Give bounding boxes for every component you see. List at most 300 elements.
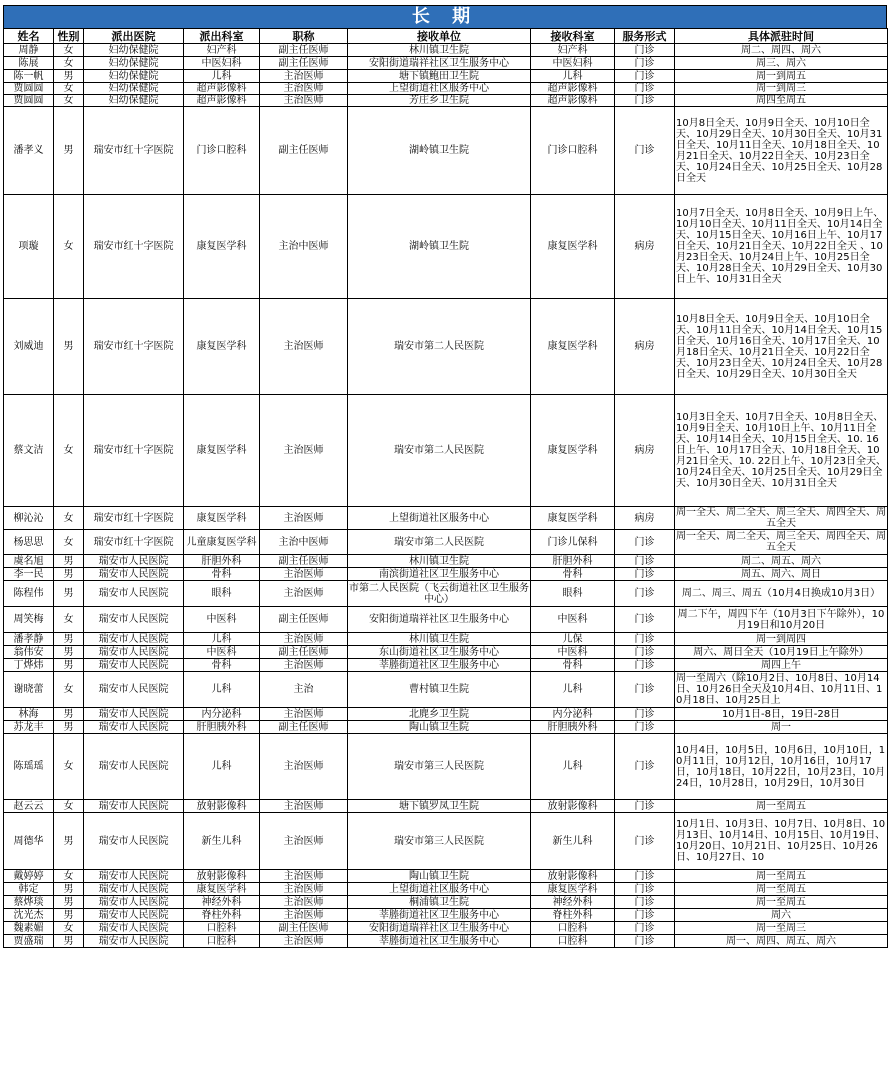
- cell-dept: 新生儿科: [184, 813, 260, 870]
- cell-service: 门诊: [615, 734, 675, 800]
- cell-time: 周五、周六、周日: [675, 568, 888, 581]
- cell-hospital: 瑞安市人民医院: [84, 581, 184, 607]
- cell-service: 病房: [615, 395, 675, 507]
- cell-hospital: 瑞安市人民医院: [84, 646, 184, 659]
- cell-receiver: 瑞安市第三人民医院: [348, 813, 531, 870]
- cell-title: 主治医师: [260, 708, 348, 721]
- cell-receiver: 上望街道社区服务中心: [348, 83, 531, 95]
- cell-gender: 女: [54, 800, 84, 813]
- cell-hospital: 妇幼保健院: [84, 57, 184, 70]
- cell-name: 项璇: [4, 195, 54, 299]
- cell-time: 周一全天、周二全天、周三全天、周四全天、周五全天: [676, 507, 886, 529]
- cell-hospital: 瑞安市人民医院: [84, 800, 184, 813]
- col-header: 服务形式: [615, 29, 675, 44]
- cell-title: 主治中医师: [260, 195, 348, 299]
- cell-hospital: 瑞安市人民医院: [84, 813, 184, 870]
- cell-title: 主治医师: [260, 883, 348, 896]
- cell-recv-dept: 内分泌科: [531, 708, 615, 721]
- cell-service: 病房: [615, 507, 675, 530]
- col-header: 接收单位: [348, 29, 531, 44]
- table-row: [4, 896, 888, 909]
- cell-service: 门诊: [615, 530, 675, 555]
- cell-dept: 妇产科: [184, 44, 260, 57]
- cell-time: 周一至周三: [675, 922, 888, 935]
- cell-name: 陈展: [4, 57, 54, 70]
- header-row: [4, 29, 888, 44]
- cell-recv-dept: 儿科: [531, 70, 615, 83]
- cell-dept: 肝胆外科: [184, 555, 260, 568]
- cell-time: 10月1日、10月3日、10月7日、10月8日、10月13日、10月14日、10月15日、10月19日、10月20日、10月21日、10月25日、10月26日、10月27日、10: [675, 813, 888, 870]
- cell-service: 门诊: [615, 607, 675, 633]
- cell-recv-dept: 康复医学科: [531, 507, 615, 530]
- table-row: [4, 555, 888, 568]
- cell-gender: 男: [54, 883, 84, 896]
- cell-hospital: 瑞安市人民医院: [84, 607, 184, 633]
- cell-gender: 男: [54, 555, 84, 568]
- cell-recv-dept: 肝胆胰外科: [531, 721, 615, 734]
- cell-recv-dept: 中医妇科: [531, 57, 615, 70]
- cell-receiver: 瑞安市第三人民医院: [348, 734, 531, 800]
- cell-time: 周一全天、周二全天、周三全天、周四全天、周五全天: [676, 531, 886, 553]
- cell-dept: 中医妇科: [184, 57, 260, 70]
- cell-gender: 女: [54, 734, 84, 800]
- cell-time: 周二、周五、周六: [675, 555, 888, 568]
- cell-receiver: 塘下镇鲍田卫生院: [348, 70, 531, 83]
- cell-name: 贾圆圆: [4, 95, 54, 107]
- cell-recv-dept: 新生儿科: [531, 813, 615, 870]
- cell-hospital: 妇幼保健院: [84, 44, 184, 57]
- cell-time: 10月7日全天、10月8日全天、10月9日上午、10月10日全天、10月11日全天、10月14日全天、10月15日全天、10月16日上午、10月17日全天、10月21日全天、10月22日全天 、10月23日全天、10月24日上午、10月25日全天、10月28日全天、10月29日全天、10月30日上午、10月31日全天: [675, 195, 888, 299]
- cell-service: 门诊: [615, 633, 675, 646]
- cell-hospital: 瑞安市人民医院: [84, 896, 184, 909]
- cell-hospital: 瑞安市人民医院: [84, 659, 184, 672]
- cell-hospital: 瑞安市人民医院: [84, 734, 184, 800]
- cell-hospital: 妇幼保健院: [84, 83, 184, 95]
- cell-hospital: 瑞安市人民医院: [84, 708, 184, 721]
- cell-title: 主治: [260, 672, 348, 708]
- cell-receiver: 塘下镇罗凤卫生院: [348, 800, 531, 813]
- cell-title: 主治医师: [260, 909, 348, 922]
- cell-service: 门诊: [615, 896, 675, 909]
- cell-recv-dept: 骨科: [531, 568, 615, 581]
- cell-name: 李一民: [4, 568, 54, 581]
- cell-recv-dept: 骨科: [531, 659, 615, 672]
- cell-hospital: 瑞安市红十字医院: [84, 507, 184, 530]
- cell-recv-dept: 超声影像科: [531, 95, 615, 107]
- table-row: [4, 721, 888, 734]
- col-header: 接收科室: [531, 29, 615, 44]
- cell-service: 门诊: [615, 909, 675, 922]
- cell-dept: 中医科: [184, 646, 260, 659]
- cell-gender: 男: [54, 633, 84, 646]
- cell-receiver: 曹村镇卫生院: [348, 672, 531, 708]
- cell-name: 赵云云: [4, 800, 54, 813]
- cell-hospital: 妇幼保健院: [84, 95, 184, 107]
- col-header: 具体派驻时间: [675, 29, 888, 44]
- cell-gender: 男: [54, 659, 84, 672]
- cell-dept: 口腔科: [184, 922, 260, 935]
- cell-hospital: 瑞安市红十字医院: [84, 530, 184, 555]
- cell-service: 门诊: [615, 581, 675, 607]
- cell-name: 陈程伟: [4, 581, 54, 607]
- cell-name: 林海: [4, 708, 54, 721]
- cell-receiver: 莘塍街道社区卫生服务中心: [348, 659, 531, 672]
- cell-name: 陈一帆: [4, 70, 54, 83]
- cell-dept: 放射影像科: [184, 870, 260, 883]
- cell-receiver: 东山街道社区卫生服务中心: [348, 646, 531, 659]
- cell-hospital: 瑞安市红十字医院: [84, 395, 184, 507]
- cell-name: 韩定: [4, 883, 54, 896]
- cell-service: 门诊: [615, 721, 675, 734]
- cell-gender: 女: [54, 395, 84, 507]
- cell-time: 周一至周六（除10月2日、10月8日、10月14日、10月26日全天及10月4日、10月11日、10月18日、10月25日上: [675, 672, 888, 708]
- cell-recv-dept: 康复医学科: [531, 195, 615, 299]
- cell-hospital: 瑞安市人民医院: [84, 568, 184, 581]
- cell-title: 主治医师: [260, 734, 348, 800]
- cell-name: 杨思思: [4, 530, 54, 555]
- cell-recv-dept: 中医科: [531, 607, 615, 633]
- cell-name: 贾圆圆: [4, 83, 54, 95]
- cell-gender: 女: [54, 507, 84, 530]
- cell-hospital: 瑞安市人民医院: [84, 633, 184, 646]
- cell-service: 病房: [615, 299, 675, 395]
- cell-receiver: 上望街道社区服务中心: [348, 883, 531, 896]
- cell-service: 门诊: [615, 870, 675, 883]
- cell-gender: 男: [54, 568, 84, 581]
- cell-receiver: 安阳街道瑞祥社区卫生服务中心: [348, 922, 531, 935]
- cell-receiver: 南滨街道社区卫生服务中心: [348, 568, 531, 581]
- cell-time: 周六、周日全天（10月19日上午除外）: [675, 646, 888, 659]
- cell-service: 门诊: [615, 107, 675, 195]
- cell-name: 贾盛瑞: [4, 935, 54, 948]
- cell-title: 主治医师: [260, 896, 348, 909]
- cell-dept: 儿科: [184, 633, 260, 646]
- cell-recv-dept: 康复医学科: [531, 883, 615, 896]
- cell-dept: 超声影像科: [184, 95, 260, 107]
- cell-title: 副主任医师: [260, 107, 348, 195]
- cell-title: 主治医师: [260, 633, 348, 646]
- cell-recv-dept: 超声影像科: [531, 83, 615, 95]
- cell-gender: 男: [54, 721, 84, 734]
- cell-recv-dept: 放射影像科: [531, 800, 615, 813]
- cell-service: 门诊: [615, 44, 675, 57]
- cell-title: 主治医师: [260, 800, 348, 813]
- table-row: [4, 607, 888, 633]
- cell-recv-dept: 康复医学科: [531, 299, 615, 395]
- cell-name: 周静: [4, 44, 54, 57]
- cell-time: 周一至周五: [675, 800, 888, 813]
- cell-dept: 眼科: [184, 581, 260, 607]
- cell-recv-dept: 儿科: [531, 734, 615, 800]
- cell-name: 苏龙丰: [4, 721, 54, 734]
- cell-gender: 男: [54, 107, 84, 195]
- cell-service: 门诊: [615, 800, 675, 813]
- cell-name: 陈瑶瑶: [4, 734, 54, 800]
- cell-time: 周六: [675, 909, 888, 922]
- table-row: [4, 935, 888, 948]
- cell-title: 主治医师: [260, 870, 348, 883]
- cell-service: 门诊: [615, 922, 675, 935]
- cell-time: 周一至周五: [675, 870, 888, 883]
- cell-service: 门诊: [615, 708, 675, 721]
- cell-time: 周一到周四: [675, 633, 888, 646]
- cell-time: 周四上午: [675, 659, 888, 672]
- table-row: [4, 633, 888, 646]
- cell-hospital: 瑞安市人民医院: [84, 935, 184, 948]
- cell-dept: 儿童康复医学科: [184, 530, 260, 555]
- cell-dept: 骨科: [184, 568, 260, 581]
- cell-receiver: 瑞安市第二人民医院: [348, 299, 531, 395]
- table-row: [4, 395, 888, 507]
- cell-service: 门诊: [615, 70, 675, 83]
- cell-gender: 男: [54, 70, 84, 83]
- cell-dept: 超声影像科: [184, 83, 260, 95]
- cell-gender: 女: [54, 195, 84, 299]
- cell-title: 主治医师: [260, 813, 348, 870]
- table-row: [4, 57, 888, 70]
- cell-hospital: 瑞安市人民医院: [84, 909, 184, 922]
- table-row: [4, 659, 888, 672]
- cell-time: 周一到周五: [675, 70, 888, 83]
- cell-service: 病房: [615, 195, 675, 299]
- cell-gender: 男: [54, 708, 84, 721]
- cell-name: 柳沁沁: [4, 507, 54, 530]
- col-header: 性别: [54, 29, 84, 44]
- cell-time: 周一至周五: [675, 896, 888, 909]
- cell-gender: 女: [54, 530, 84, 555]
- col-header: 姓名: [4, 29, 54, 44]
- table-row: [4, 581, 888, 607]
- cell-service: 门诊: [615, 935, 675, 948]
- cell-recv-dept: 儿保: [531, 633, 615, 646]
- cell-dept: 儿科: [184, 734, 260, 800]
- cell-gender: 男: [54, 646, 84, 659]
- cell-name: 谢晓蕾: [4, 672, 54, 708]
- cell-time: 周二、周四、周六: [675, 44, 888, 57]
- cell-service: 门诊: [615, 646, 675, 659]
- cell-time: 10月8日全天、10月9日全天、10月10日全天、10月29日全天、10月30日全天、10月31日全天、10月11日全天、10月18日全天、10月21日全天、10月22日全天、10月23日全天、10月24日全天、10月25日全天、10月28日全天: [675, 107, 888, 195]
- cell-receiver: 北麂乡卫生院: [348, 708, 531, 721]
- cell-dept: 儿科: [184, 70, 260, 83]
- cell-title: 主治医师: [260, 568, 348, 581]
- cell-receiver: 市第二人民医院（飞云街道社区卫生服务中心）: [349, 582, 529, 605]
- cell-gender: 女: [54, 922, 84, 935]
- cell-receiver: 林川镇卫生院: [348, 633, 531, 646]
- cell-dept: 康复医学科: [184, 507, 260, 530]
- cell-time: 周四至周五: [675, 95, 888, 107]
- cell-recv-dept: 门诊儿保科: [531, 530, 615, 555]
- cell-name: 沈光杰: [4, 909, 54, 922]
- cell-receiver: 林川镇卫生院: [348, 44, 531, 57]
- cell-gender: 男: [54, 813, 84, 870]
- cell-service: 门诊: [615, 659, 675, 672]
- cell-title: 副主任医师: [260, 57, 348, 70]
- table-row: [4, 909, 888, 922]
- table-row: [4, 507, 888, 530]
- cell-dept: 康复医学科: [184, 195, 260, 299]
- table-row: [4, 672, 888, 708]
- cell-dept: 康复医学科: [184, 395, 260, 507]
- cell-dept: 口腔科: [184, 935, 260, 948]
- col-header: 派出科室: [184, 29, 260, 44]
- cell-service: 门诊: [615, 813, 675, 870]
- cell-receiver: 桐浦镇卫生院: [348, 896, 531, 909]
- cell-gender: 女: [54, 57, 84, 70]
- table-row: [4, 870, 888, 883]
- cell-title: 副主任医师: [260, 44, 348, 57]
- table-row: [4, 646, 888, 659]
- table-row: [4, 800, 888, 813]
- cell-gender: 女: [54, 44, 84, 57]
- cell-receiver: 湖岭镇卫生院: [348, 107, 531, 195]
- cell-receiver: 陶山镇卫生院: [348, 721, 531, 734]
- cell-dept: 康复医学科: [184, 299, 260, 395]
- cell-title: 主治医师: [260, 935, 348, 948]
- cell-name: 丁烨炜: [4, 659, 54, 672]
- cell-receiver: 芳庄乡卫生院: [348, 95, 531, 107]
- cell-recv-dept: 口腔科: [531, 935, 615, 948]
- cell-time: 周二下午，周四下午（10月3日下午除外），10月19日和10月20日: [675, 607, 888, 633]
- cell-time: 周二、周三、周五（10月4日换成10月3日）: [675, 581, 888, 607]
- cell-receiver: 莘塍街道社区卫生服务中心: [348, 935, 531, 948]
- cell-hospital: 瑞安市人民医院: [84, 883, 184, 896]
- cell-hospital: 瑞安市人民医院: [84, 721, 184, 734]
- cell-hospital: 瑞安市红十字医院: [84, 195, 184, 299]
- cell-time: 10月1日-8日，19日-28日: [675, 708, 888, 721]
- cell-recv-dept: 儿科: [531, 672, 615, 708]
- cell-title: 主治医师: [260, 95, 348, 107]
- sheet-title: 长 期: [3, 5, 887, 28]
- cell-recv-dept: 康复医学科: [531, 395, 615, 507]
- cell-receiver: 陶山镇卫生院: [348, 870, 531, 883]
- cell-receiver: 湖岭镇卫生院: [348, 195, 531, 299]
- cell-gender: 男: [54, 581, 84, 607]
- cell-recv-dept: 妇产科: [531, 44, 615, 57]
- cell-receiver: 安阳街道瑞祥社区卫生服务中心: [348, 607, 531, 633]
- cell-service: 门诊: [615, 95, 675, 107]
- cell-name: 蔡烨琰: [4, 896, 54, 909]
- table-row: [4, 813, 888, 870]
- cell-receiver: 安阳街道瑞祥社区卫生服务中心: [348, 57, 531, 70]
- cell-service: 门诊: [615, 57, 675, 70]
- cell-dept: 儿科: [184, 672, 260, 708]
- cell-service: 门诊: [615, 672, 675, 708]
- cell-service: 门诊: [615, 83, 675, 95]
- cell-time: 10月3日全天、10月7日全天、10月8日全天、10月9日全天、10月10日上午、10月11日全天、10月14日全天、10月15日全天、10. 16日上午、10月17日全天、10月18日全天、10月21日全天、10. 22日上午、10月23日全天、10月24日全天、10月25日全天、10月29日全天、10月30日全天、10月31日全天: [675, 395, 888, 507]
- cell-gender: 女: [54, 95, 84, 107]
- cell-name: 魏素媚: [4, 922, 54, 935]
- cell-hospital: 瑞安市人民医院: [84, 672, 184, 708]
- cell-name: 刘威迪: [4, 299, 54, 395]
- cell-name: 周笑梅: [4, 607, 54, 633]
- cell-gender: 女: [54, 672, 84, 708]
- cell-dept: 肝胆胰外科: [184, 721, 260, 734]
- cell-time: 10月4日，10月5日，10月6日，10月10日，10月11日，10月12日，10月16日，10月17日，10月18日，10月22日，10月23日，10月24日，10月28日，10月29日，10月30日: [675, 734, 888, 800]
- cell-recv-dept: 放射影像科: [531, 870, 615, 883]
- cell-time: 周三、周六: [675, 57, 888, 70]
- cell-title: 主治中医师: [260, 530, 348, 555]
- cell-title: 副主任医师: [260, 607, 348, 633]
- cell-hospital: 瑞安市红十字医院: [84, 107, 184, 195]
- cell-recv-dept: 脊柱外科: [531, 909, 615, 922]
- cell-title: 主治医师: [260, 581, 348, 607]
- cell-dept: 门诊口腔科: [184, 107, 260, 195]
- table-row: [4, 95, 888, 107]
- table-row: [4, 107, 888, 195]
- cell-receiver: 瑞安市第二人民医院: [348, 395, 531, 507]
- cell-recv-dept: 眼科: [531, 581, 615, 607]
- cell-title: 主治医师: [260, 395, 348, 507]
- cell-receiver: 上望街道社区服务中心: [348, 507, 531, 530]
- cell-service: 门诊: [615, 883, 675, 896]
- cell-hospital: 妇幼保健院: [84, 70, 184, 83]
- cell-receiver: 林川镇卫生院: [348, 555, 531, 568]
- cell-title: 副主任医师: [260, 646, 348, 659]
- cell-time: 周一至周五: [675, 883, 888, 896]
- cell-gender: 女: [54, 607, 84, 633]
- schedule-sheet: [3, 5, 887, 948]
- cell-receiver: 莘塍街道社区卫生服务中心: [348, 909, 531, 922]
- table-row: [4, 568, 888, 581]
- cell-dept: 康复医学科: [184, 883, 260, 896]
- cell-title: 主治医师: [260, 70, 348, 83]
- cell-recv-dept: 肝胆外科: [531, 555, 615, 568]
- cell-dept: 脊柱外科: [184, 909, 260, 922]
- cell-name: 虞名旭: [4, 555, 54, 568]
- cell-gender: 男: [54, 299, 84, 395]
- table-row: [4, 530, 888, 555]
- cell-title: 主治医师: [260, 659, 348, 672]
- cell-time: 10月8日全天、10月9日全天、10月10日全天、10月11日全天、10月14日全天、10月15日全天、10月16日全天、10月17日全天、10月18日全天、10月21日全天、10月22日全天、10月23日全天、10月24日全天、10月28日全天、10月29日全天、10月30日全天: [675, 299, 888, 395]
- cell-hospital: 瑞安市人民医院: [84, 870, 184, 883]
- table-row: [4, 734, 888, 800]
- table-row: [4, 922, 888, 935]
- col-header: 派出医院: [84, 29, 184, 44]
- cell-hospital: 瑞安市红十字医院: [84, 299, 184, 395]
- cell-title: 副主任医师: [260, 721, 348, 734]
- cell-gender: 男: [54, 896, 84, 909]
- cell-gender: 女: [54, 870, 84, 883]
- cell-recv-dept: 口腔科: [531, 922, 615, 935]
- cell-recv-dept: 神经外科: [531, 896, 615, 909]
- cell-dept: 神经外科: [184, 896, 260, 909]
- cell-name: 周德华: [4, 813, 54, 870]
- cell-gender: 男: [54, 935, 84, 948]
- cell-hospital: 瑞安市人民医院: [84, 555, 184, 568]
- cell-name: 潘孝静: [4, 633, 54, 646]
- cell-title: 副主任医师: [260, 922, 348, 935]
- col-header: 职称: [260, 29, 348, 44]
- table-row: [4, 708, 888, 721]
- cell-title: 主治医师: [260, 507, 348, 530]
- cell-service: 门诊: [615, 568, 675, 581]
- table-row: [4, 883, 888, 896]
- cell-time: 周一、周四、周五、周六: [675, 935, 888, 948]
- cell-service: 门诊: [615, 555, 675, 568]
- cell-name: 蔡文洁: [4, 395, 54, 507]
- table-row: [4, 195, 888, 299]
- table-row: [4, 299, 888, 395]
- cell-dept: 放射影像科: [184, 800, 260, 813]
- cell-time: 周一到周三: [675, 83, 888, 95]
- cell-hospital: 瑞安市人民医院: [84, 922, 184, 935]
- cell-recv-dept: 中医科: [531, 646, 615, 659]
- cell-title: 副主任医师: [260, 555, 348, 568]
- cell-gender: 女: [54, 83, 84, 95]
- cell-name: 潘孝义: [4, 107, 54, 195]
- table-row: [4, 44, 888, 57]
- cell-dept: 骨科: [184, 659, 260, 672]
